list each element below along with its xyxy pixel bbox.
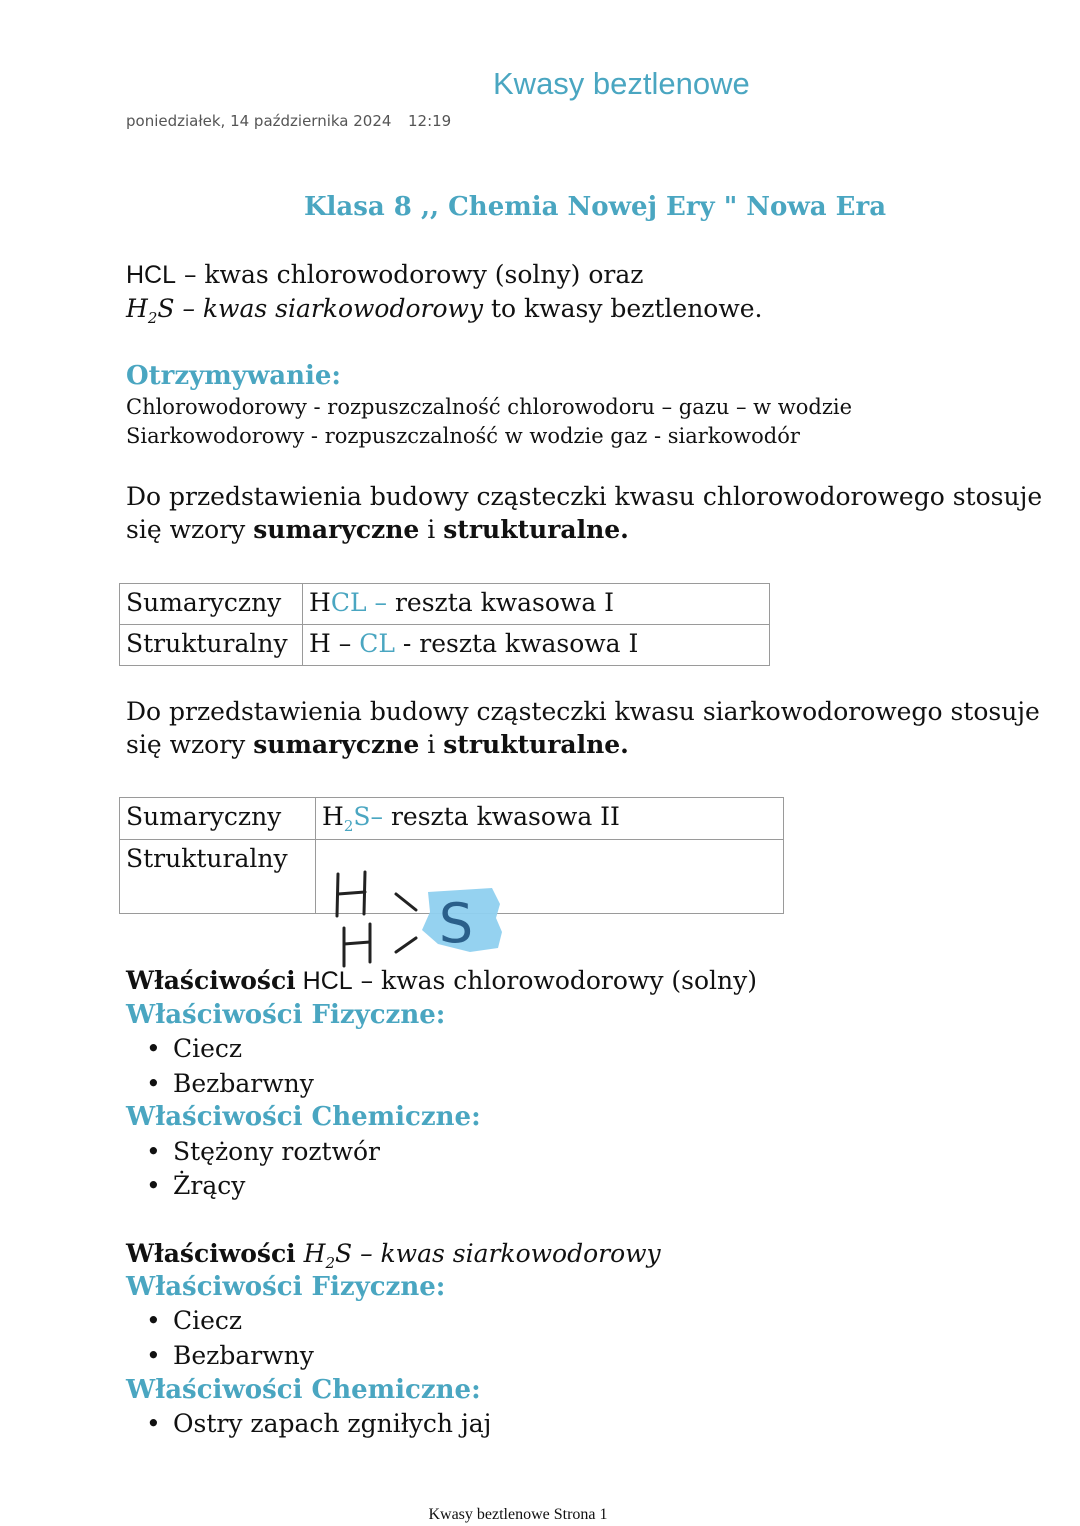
hcl-formula: HCL (126, 261, 177, 289)
table1-row1-value: HCL – reszta kwasowa I (303, 584, 770, 625)
para1-line-1: Do przedstawienia budowy cząsteczki kwasu chlorowodorowego stosuje (126, 482, 1043, 511)
note-date: poniedziałek, 14 października 2024 (126, 112, 392, 130)
page-title: Kwasy beztlenowe (493, 66, 750, 101)
list-item: • Ostry zapach zgniłych jaj (146, 1409, 492, 1438)
intro-line-2-text: to kwasy beztlenowe. (483, 294, 763, 323)
sketch-s-letter: S (438, 892, 474, 955)
list-item: • Bezbarwny (146, 1069, 314, 1098)
page-footer: Kwasy beztlenowe Strona 1 (428, 1506, 608, 1523)
list-item: • Bezbarwny (146, 1341, 314, 1370)
intro-line-1-text: – kwas chlorowodorowy (solny) oraz (176, 260, 644, 289)
list-item: • Żrący (146, 1171, 246, 1200)
h2s-physical-heading: Właściwości Fizyczne: (126, 1272, 446, 1302)
hcl-formula-table (119, 583, 770, 666)
para1-line-2: się wzory sumaryczne i strukturalne. (126, 515, 629, 544)
list-item: • Ciecz (146, 1034, 243, 1063)
hcl-chemical-heading: Właściwości Chemiczne: (126, 1102, 481, 1132)
table1-row2-value: H – CL - reszta kwasowa I (303, 625, 770, 666)
otrzymywanie-line-1: Chlorowodorowy - rozpuszczalność chlorowodoru – gazu – w wodzie (126, 395, 853, 419)
bold-sumaryczne: sumaryczne (253, 730, 420, 759)
intro-line-2-italic: – kwas siarkowodorowy (174, 294, 484, 323)
h2s-chemical-heading: Właściwości Chemiczne: (126, 1375, 481, 1405)
h2s-props-title: Właściwości $H_2S$ – kwas siarkowodorowy (126, 1239, 661, 1272)
subtitle: Klasa 8 ,, Chemia Nowej Ery " Nowa Era (303, 192, 887, 222)
table-row (120, 798, 784, 840)
para2-line-1: Do przedstawienia budowy cząsteczki kwasu siarkowodorowego stosuje (126, 697, 1040, 726)
h2s-formula: $H_2S$ (126, 294, 175, 327)
table2-row2-label: Strukturalny (120, 840, 316, 914)
intro-line-2 (126, 294, 763, 327)
list-item: • Ciecz (146, 1306, 243, 1335)
bold-sumaryczne: sumaryczne (253, 515, 420, 544)
bold-strukturalne: strukturalne. (443, 515, 629, 544)
otrzymywanie-line-2: Siarkowodorowy - rozpuszczalność w wodzie gaz - siarkowodór (126, 424, 800, 448)
table2-row1-value: $H_2S-$ reszta kwasowa II (316, 798, 784, 840)
table-row (120, 625, 770, 666)
note-time: 12:19 (408, 112, 452, 130)
intro-line-1 (126, 260, 643, 290)
table2-row1-label: Sumaryczny (120, 798, 316, 840)
table1-row2-label: Strukturalny (120, 625, 303, 666)
table-row (120, 584, 770, 625)
bold-strukturalne: strukturalne. (443, 730, 629, 759)
list-item: • Stężony roztwór (146, 1137, 380, 1166)
h2s-structure-sketch (320, 860, 520, 975)
para2-line-2: się wzory sumaryczne i strukturalne. (126, 730, 629, 759)
otrzymywanie-heading: Otrzymywanie: (126, 361, 341, 391)
table1-row1-label: Sumaryczny (120, 584, 303, 625)
hcl-physical-heading: Właściwości Fizyczne: (126, 1000, 446, 1030)
hcl-props-title: Właściwości HCL – kwas chlorowodorowy (solny) (126, 966, 758, 995)
